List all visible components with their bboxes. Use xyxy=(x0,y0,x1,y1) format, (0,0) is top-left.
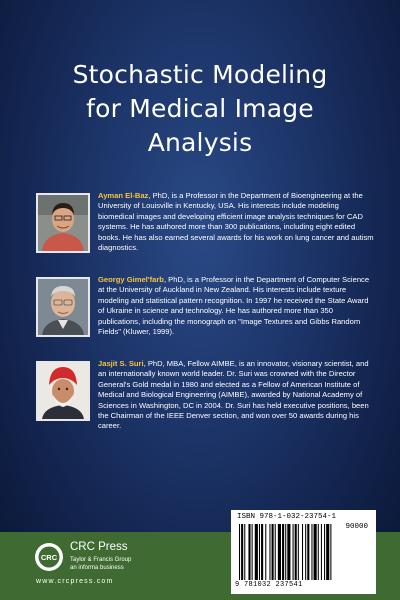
crc-press-logo xyxy=(34,542,64,572)
barcode-bar xyxy=(248,524,250,580)
author-photo-suri xyxy=(36,361,90,421)
author-bio-text xyxy=(98,359,374,432)
logo-text: CRC xyxy=(40,553,58,562)
barcode-bar xyxy=(326,524,329,580)
title-line-1: Stochastic Modeling xyxy=(72,60,328,89)
title-line-2: for Medical Image xyxy=(86,94,314,123)
barcode-bar xyxy=(314,524,317,580)
barcode-bar xyxy=(244,524,245,580)
publisher-group-block xyxy=(70,556,131,572)
barcode-bar xyxy=(295,524,297,580)
publisher-url[interactable]: www.crcpress.com xyxy=(36,578,114,585)
isbn-label: ISBN 978-1-032-23754-1 xyxy=(237,513,337,521)
barcode-bar xyxy=(302,524,303,580)
barcode-bar xyxy=(265,524,266,580)
author-description: , PhD, is a Professor in the Department of Bioengineering at the University of Louisville in Kentucky, USA. His interests include modeling biomedical images and developing efficient image analysis techniques for CAD systems. He has authored more than 300 publications, including eight edited books. He has also earned several awards for his work on lung cancer and autism diagnostics. xyxy=(98,191,374,253)
publisher-name: CRC Press xyxy=(70,541,128,553)
barcode-bar xyxy=(239,524,240,580)
barcode-bar xyxy=(285,524,286,580)
author-name: Ayman El-Baz xyxy=(98,191,149,200)
barcode-bar xyxy=(307,524,309,580)
author-name: Jasjit S. Suri xyxy=(98,359,144,368)
barcode-bar xyxy=(324,524,325,580)
barcode-bar xyxy=(318,524,319,580)
publisher-tagline: an informa business xyxy=(70,565,124,571)
author-name: Georgy Gimel'farb xyxy=(98,275,164,284)
author-photo-gimelfarb xyxy=(36,277,90,337)
author-bio-text xyxy=(98,275,374,337)
barcode-bar xyxy=(321,524,322,580)
barcode xyxy=(237,524,370,580)
barcode-bar xyxy=(311,524,312,580)
barcode-bar xyxy=(278,524,281,580)
barcode-bar xyxy=(298,524,299,580)
author-photo-el-baz xyxy=(36,193,90,253)
isbn-barcode-box xyxy=(231,510,376,594)
barcode-number: 9 781032 237541 xyxy=(235,581,303,589)
title-line-3: Analysis xyxy=(147,128,253,157)
author-description: , PhD, MBA, Fellow AIMBE, is an innovator, visionary scientist, and an internationally known world leader. Dr. Suri was crowned with the Director General's Gold medal in 1980 and elected as a Fellow of American Institute of Medical and Biological Engineering (AIMBE), awarded by National Academy of Sciences in Washington, DC in 2004. Dr. Suri has held executive positions, been the Chairman of the IEEE Denver section, and won over 50 awards during his career. xyxy=(98,359,369,431)
barcode-bar xyxy=(241,524,243,580)
barcode-bar xyxy=(259,524,260,580)
author-bio-text xyxy=(98,191,374,253)
author-description: , PhD, is a Professor in the Department of Computer Science at the University of Auckland in New Zealand. His interests include texture modeling and statistical pattern recognition. In 1997 he received the State Award of Ukraine in science and technology. He has authored more than 350 publications, including the monograph on "Image Textures and Gibbs Random Fields" (Kluwer, 1999). xyxy=(98,275,370,337)
barcode-bar xyxy=(275,524,276,580)
barcode-bar xyxy=(261,524,263,580)
barcode-bar xyxy=(255,524,258,580)
barcode-bar xyxy=(252,524,253,580)
price-code: 90000 xyxy=(345,523,368,531)
publisher-group: Taylor & Francis Group xyxy=(70,557,132,563)
barcode-bar xyxy=(282,524,284,580)
barcode-bar xyxy=(287,524,290,580)
barcode-bar xyxy=(293,524,294,580)
barcode-bar xyxy=(269,524,270,580)
barcode-bar xyxy=(305,524,306,580)
book-title xyxy=(0,58,400,160)
barcode-bar xyxy=(330,524,331,580)
barcode-bar xyxy=(272,524,274,580)
